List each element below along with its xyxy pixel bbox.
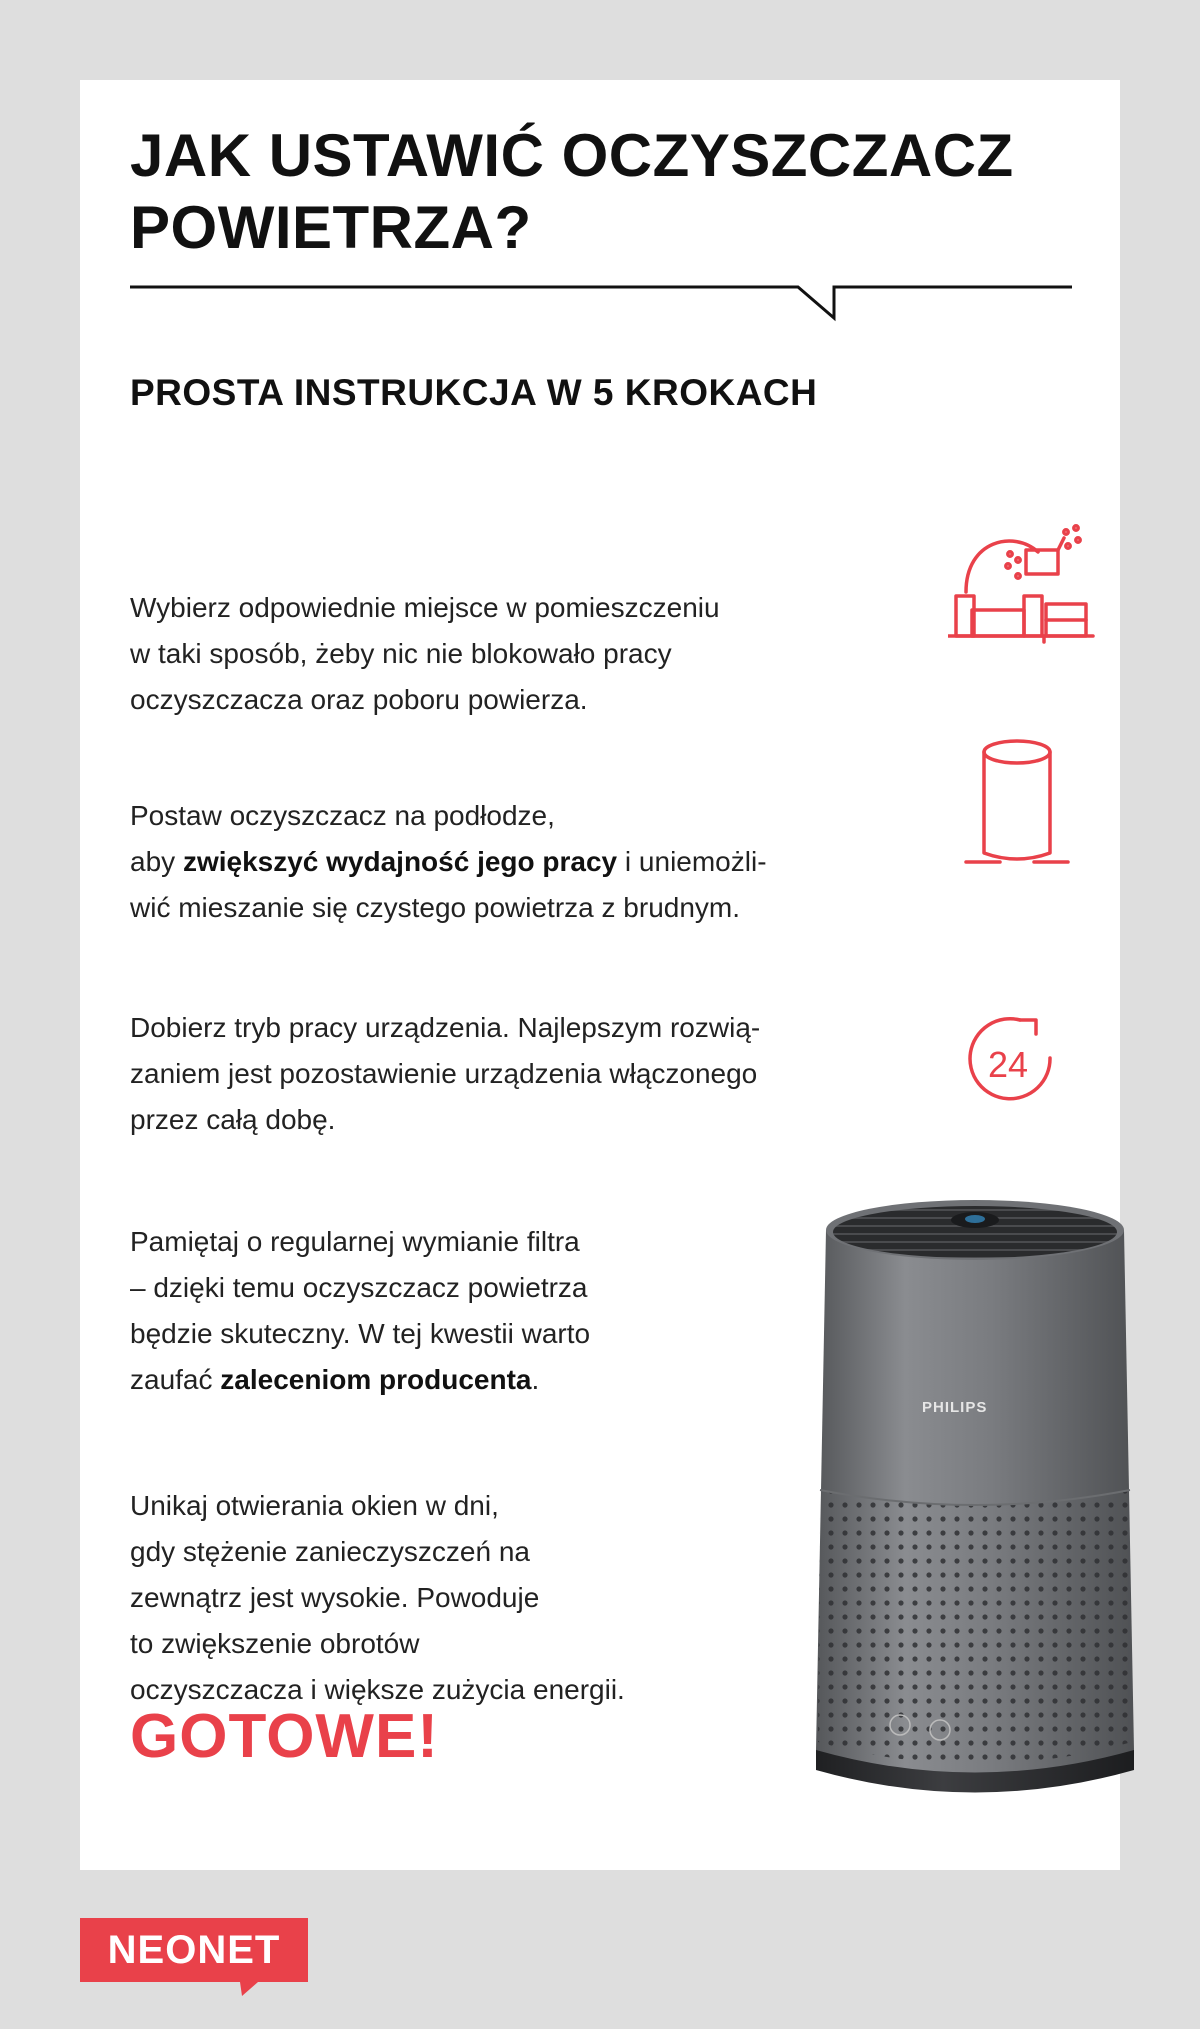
brand-label: PHILIPS — [922, 1399, 988, 1416]
24h-label: 24 — [987, 1044, 1029, 1085]
step-1-text: Wybierz odpowiednie miejsce w pomieszczeniu w taki sposób, żeby nic nie blokowało pracy oczyszczacza oraz poboru powierza. — [130, 592, 720, 715]
highlight-text: zaleceniom producenta — [220, 1364, 532, 1395]
living-room-icon — [948, 520, 1096, 645]
purifier-outline-icon — [962, 735, 1072, 875]
speech-divider — [130, 284, 1072, 334]
air-purifier-image — [810, 1190, 1140, 1810]
step-5-text: Unikaj otwierania okien w dni, gdy stężenie zanieczyszczeń na zewnątrz jest wysokie. Powoduje to zwiększenie obrotów oczyszczacza i większe zużycia energii. — [130, 1490, 625, 1705]
step-2-text: Postaw oczyszczacz na podłodze, aby zwiększyć wydajność jego pracy i uniemożli- wić mieszanie się czystego powietrza z brudnym. — [130, 800, 767, 923]
highlight-text: zwiększyć wydajność jego pracy — [182, 846, 618, 877]
24h-icon — [958, 1008, 1068, 1118]
title-line-2: POWIETRZA? — [130, 194, 532, 261]
page-title — [130, 120, 1070, 264]
step-3-text: Dobierz tryb pracy urządzenia. Najlepszym rozwią- zaniem jest pozostawienie urządzenia włączonego przez całą dobę. — [130, 1012, 761, 1135]
neonet-logo — [80, 1918, 308, 1996]
title-line-1: JAK USTAWIĆ OCZYSZCZACZ — [130, 122, 1014, 189]
step-4-text: Pamiętaj o regularnej wymianie filtra – dzięki temu oczyszczacz powietrza będzie skuteczny. W tej kwestii warto zaufać zaleceniom producenta. — [130, 1226, 591, 1395]
logo-text: NEONET — [107, 1928, 281, 1972]
subtitle: PROSTA INSTRUKCJA W 5 KROKACH — [130, 372, 818, 413]
done-label: GOTOWE! — [130, 1702, 439, 1771]
